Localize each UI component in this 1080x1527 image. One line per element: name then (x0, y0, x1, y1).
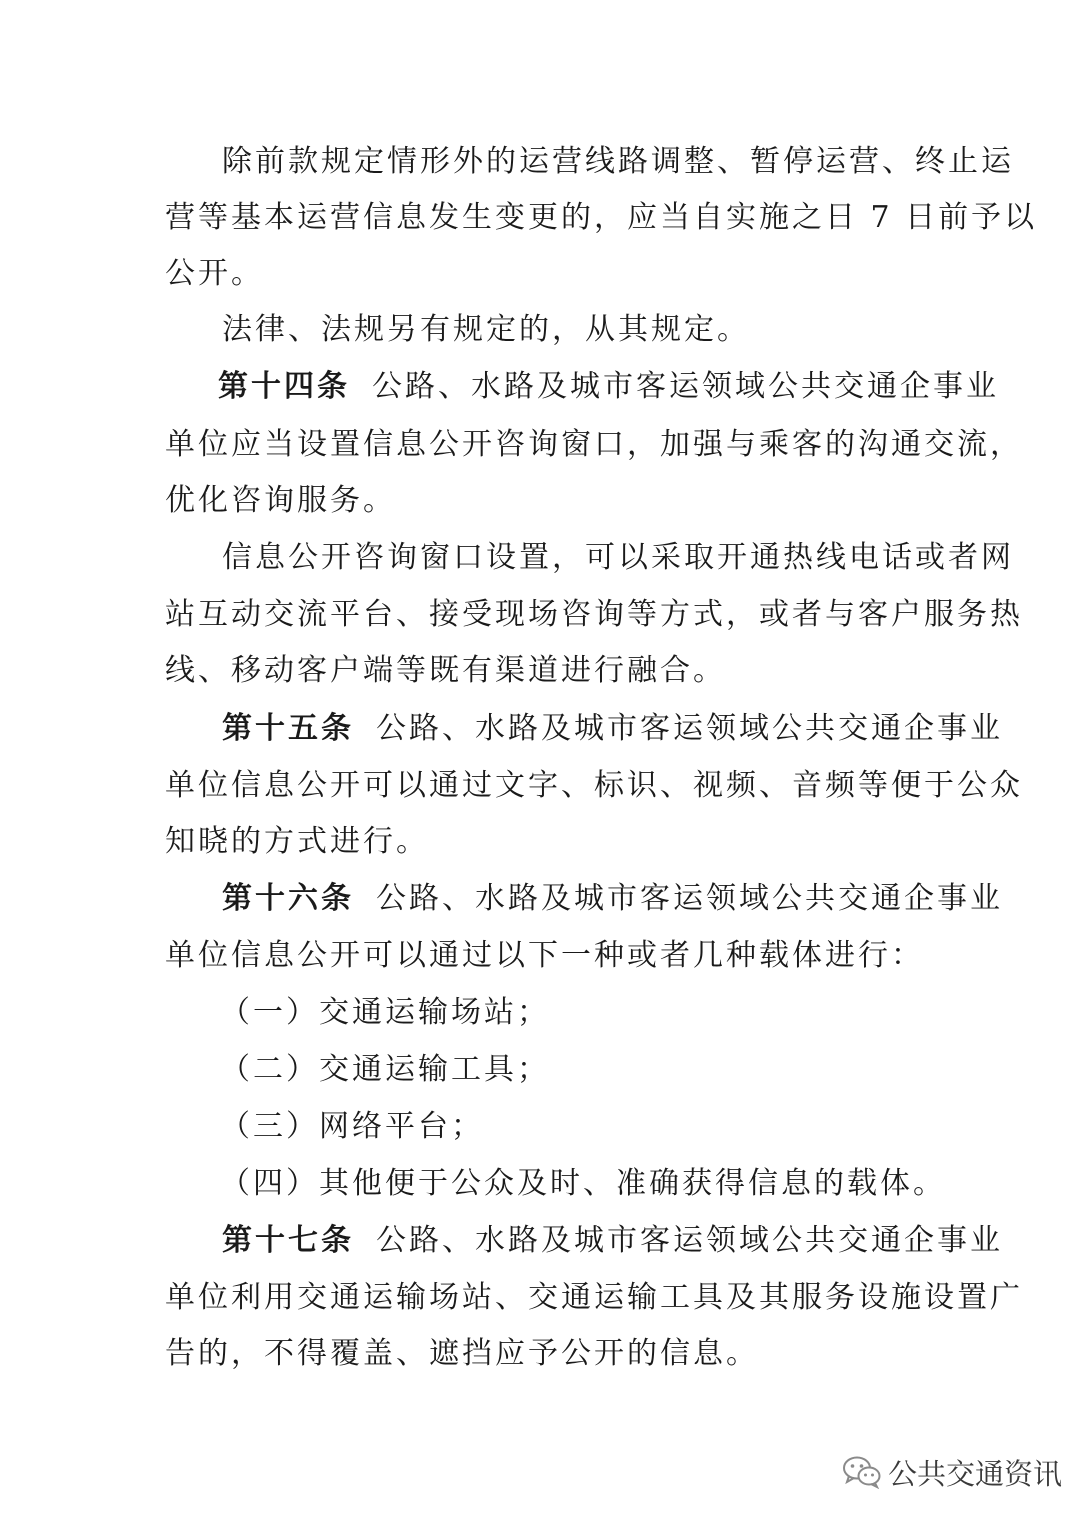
paragraph-line: 单位应当设置信息公开咨询窗口，加强与乘客的沟通交流， (165, 427, 1023, 462)
article-text: 公路、水路及城市客运领域公共交通企事业 (376, 881, 1003, 916)
paragraph-line: 信息公开咨询窗口设置，可以采取开通热线电话或者网 (222, 540, 1014, 575)
paragraph-line: 除前款规定情形外的运营线路调整、暂停运营、终止运 (222, 144, 1014, 179)
paragraph-line: 单位信息公开可以通过以下一种或者几种载体进行： (165, 938, 924, 973)
article-number: 第十五条 (222, 711, 354, 746)
article-number: 第十七条 (222, 1223, 354, 1258)
wechat-icon (842, 1455, 882, 1489)
article-17-line (222, 1223, 1003, 1259)
article-number: 第十六条 (222, 881, 354, 916)
article-16-line (222, 881, 1003, 917)
list-item: （二）交通运输工具； (220, 1052, 550, 1087)
article-15-line (222, 711, 1003, 747)
article-number: 第十四条 (218, 369, 350, 404)
article-text: 公路、水路及城市客运领域公共交通企事业 (372, 369, 999, 404)
paragraph-line: 线、移动客户端等既有渠道进行融合。 (165, 653, 726, 688)
list-item: （一）交通运输场站； (220, 995, 550, 1030)
paragraph-line: 知晓的方式进行。 (165, 824, 429, 859)
watermark (842, 1452, 1062, 1492)
watermark-text: 公共交通资讯 (888, 1456, 1063, 1491)
paragraph-line: 优化咨询服务。 (165, 483, 396, 518)
paragraph-line: 站互动交流平台、接受现场咨询等方式，或者与客户服务热 (165, 597, 1023, 632)
paragraph-line: 告的，不得覆盖、遮挡应予公开的信息。 (165, 1336, 759, 1371)
list-item: （四）其他便于公众及时、准确获得信息的载体。 (220, 1166, 946, 1201)
article-text: 公路、水路及城市客运领域公共交通企事业 (376, 1223, 1003, 1258)
list-item: （三）网络平台； (220, 1109, 484, 1144)
paragraph-line: 公开。 (165, 256, 264, 291)
paragraph-line: 营等基本运营信息发生变更的，应当自实施之日 7 日前予以 (165, 200, 1038, 235)
paragraph-line: 法律、法规另有规定的，从其规定。 (222, 312, 750, 347)
article-text: 公路、水路及城市客运领域公共交通企事业 (376, 711, 1003, 746)
paragraph-line: 单位信息公开可以通过文字、标识、视频、音频等便于公众 (165, 768, 1023, 803)
article-14-line (218, 369, 999, 405)
paragraph-line: 单位利用交通运输场站、交通运输工具及其服务设施设置广 (165, 1280, 1023, 1315)
